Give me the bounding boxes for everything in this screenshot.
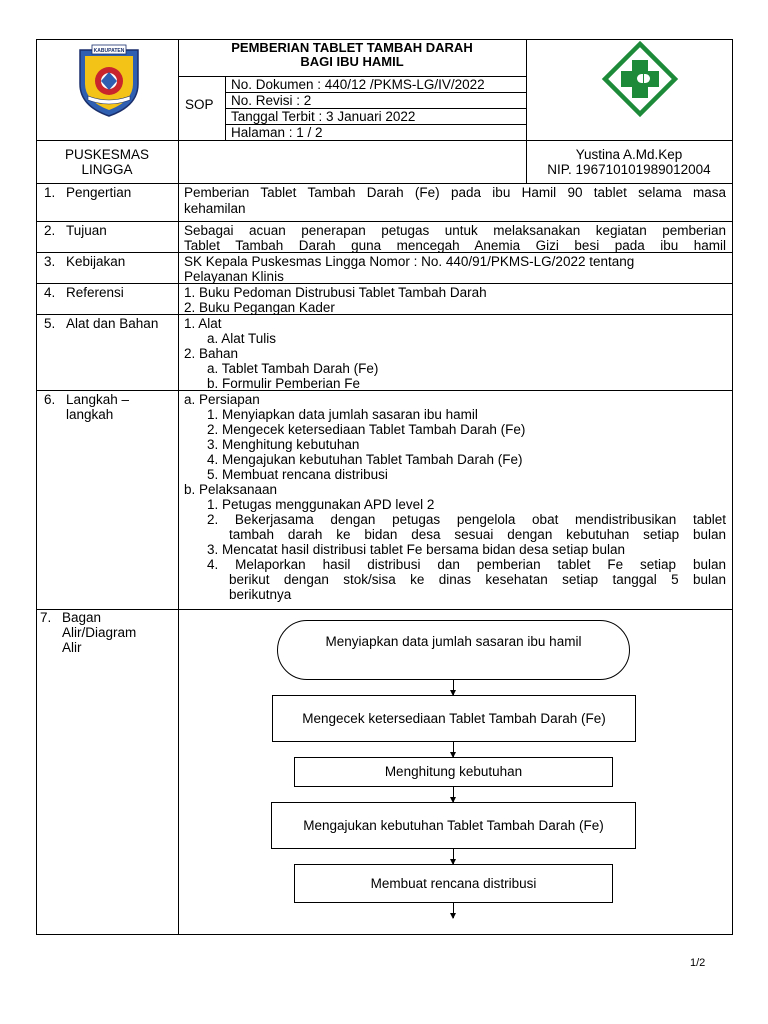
- section-1-number: 1.: [44, 185, 56, 200]
- tools-heading: 1. Alat: [184, 316, 222, 331]
- section-7-label-line2: Alir/Diagram: [62, 625, 137, 640]
- section-3-label: Kebijakan: [66, 254, 126, 269]
- flow-step-1-text: Menyiapkan data jumlah sasaran ibu hamil: [325, 634, 582, 649]
- table-border-right: [732, 39, 733, 935]
- document-title-line1: PEMBERIAN TABLET TAMBAH DARAH: [231, 40, 473, 55]
- implementation-step-2-line2: tambah darah ke bidan desa sesuai dengan kebutuhan setiap bulan: [229, 527, 726, 542]
- preparation-step-2: 2. Mengecek ketersediaan Tablet Tambah Darah (Fe): [207, 422, 526, 437]
- implementation-step-4-line2: berikut dengan stok/sisa ke dinas kesehatan setiap tanggal 5 bulan: [229, 572, 726, 587]
- flow-arrow-3: [453, 787, 454, 802]
- section-6-label-line1: Langkah –: [66, 392, 130, 407]
- materials-item-a: a. Tablet Tambah Darah (Fe): [207, 361, 379, 376]
- regency-logo-text: KABUPATEN: [93, 48, 125, 54]
- row-line-2: [36, 221, 733, 222]
- reference-item-2: 2. Buku Pegangan Kader: [184, 300, 335, 315]
- column-divider: [178, 39, 179, 935]
- health-cross-logo: [600, 40, 680, 118]
- flow-step-5-text: Membuat rencana distribusi: [370, 875, 537, 891]
- implementation-heading: b. Pelaksanaan: [184, 482, 278, 497]
- flow-arrow-5: [453, 903, 454, 918]
- preparation-step-3: 3. Menghitung kebutuhan: [207, 437, 360, 452]
- row-line-4: [36, 283, 733, 284]
- section-3-line2: Pelayanan Klinis: [184, 269, 284, 284]
- signer-nip: NIP. 196710101989012004: [547, 162, 711, 177]
- row-line-5: [36, 314, 733, 315]
- section-3-number: 3.: [44, 254, 56, 269]
- preparation-heading: a. Persiapan: [184, 392, 260, 407]
- section-5-number: 5.: [44, 316, 56, 331]
- flow-step-3-text: Menghitung kebutuhan: [384, 764, 523, 779]
- materials-heading: 2. Bahan: [184, 346, 239, 361]
- implementation-step-3: 3. Mencatat hasil distribusi tablet Fe bersama bidan desa setiap bulan: [207, 542, 625, 557]
- row-line-1: [36, 183, 733, 184]
- preparation-step-1: 1. Menyiapkan data jumlah sasaran ibu hamil: [207, 407, 478, 422]
- row-line-7: [36, 609, 733, 610]
- section-2-line2: Tablet Tambah Darah guna mencegah Anemia Gizi besi pada ibu hamil: [184, 238, 726, 253]
- implementation-step-4-line3: berikutnya: [229, 587, 292, 602]
- materials-item-b: b. Formulir Pemberian Fe: [207, 376, 361, 391]
- section-4-label: Referensi: [66, 285, 124, 300]
- section-6-number: 6.: [44, 392, 56, 407]
- section-7-label-line3: Alir: [62, 640, 82, 655]
- header-line: [36, 140, 733, 141]
- regency-logo: [74, 44, 144, 120]
- section-2-number: 2.: [44, 223, 56, 238]
- section-5-label: Alat dan Bahan: [66, 316, 159, 331]
- implementation-step-1: 1. Petugas menggunakan APD level 2: [207, 497, 435, 512]
- preparation-step-5: 5. Membuat rencana distribusi: [207, 467, 388, 482]
- flow-arrow-1: [453, 680, 454, 695]
- section-1-label: Pengertian: [66, 185, 132, 200]
- section-2-line1: Sebagai acuan penerapan petugas untuk melaksanakan kegiatan pemberian: [184, 223, 726, 238]
- section-1-line1: Pemberian Tablet Tambah Darah (Fe) pada ibu Hamil 90 tablet selama masa: [184, 185, 726, 200]
- tools-item-a: a. Alat Tulis: [207, 331, 277, 346]
- signer-name: Yustina A.Md.Kep: [575, 147, 683, 162]
- document-title-line2: BAGI IBU HAMIL: [300, 54, 404, 69]
- flow-process-check-stock: [272, 695, 636, 742]
- section-7-number: 7.: [40, 610, 52, 625]
- doc-number: No. Dokumen : 440/12 /PKMS-LG/IV/2022: [231, 77, 485, 92]
- org-name-line1: PUSKESMAS: [64, 147, 150, 162]
- reference-item-1: 1. Buku Pedoman Distrubusi Tablet Tambah Darah: [184, 285, 487, 300]
- revision-number: No. Revisi : 2: [231, 93, 312, 108]
- issue-date: Tanggal Terbit : 3 Januari 2022: [231, 109, 416, 124]
- section-3-line1: SK Kepala Puskesmas Lingga Nomor : No. 440/91/PKMS-LG/2022 tentang: [184, 254, 635, 269]
- flow-process-submit-needs: [271, 802, 636, 849]
- row-line-6: [36, 390, 733, 391]
- table-border-bottom: [36, 934, 733, 935]
- implementation-step-4-line1: 4. Melaporkan hasil distribusi dan pemberian tablet Fe setiap bulan: [207, 557, 726, 572]
- page-count: Halaman : 1 / 2: [231, 125, 323, 140]
- section-7-label-line1: Bagan: [62, 610, 102, 625]
- flow-arrow-2: [453, 742, 454, 757]
- flow-step-4-text: Mengajukan kebutuhan Tablet Tambah Darah (Fe): [303, 817, 604, 833]
- page-number: 1/2: [690, 957, 706, 969]
- flow-step-2-text: Mengecek ketersediaan Tablet Tambah Darah (Fe): [302, 710, 606, 726]
- section-2-label: Tujuan: [66, 223, 107, 238]
- flow-process-calculate-needs: [294, 757, 613, 787]
- implementation-step-2-line1: 2. Bekerjasama dengan petugas pengelola obat mendistribusikan tablet: [207, 512, 726, 527]
- flow-start-terminator: [277, 620, 630, 680]
- sop-label: SOP: [185, 97, 214, 112]
- section-6-label-line2: langkah: [66, 407, 114, 422]
- org-name-line2: LINGGA: [81, 162, 133, 177]
- flow-arrow-4: [453, 849, 454, 864]
- section-1-line2: kehamilan: [184, 201, 246, 216]
- section-4-number: 4.: [44, 285, 56, 300]
- preparation-step-4: 4. Mengajukan kebutuhan Tablet Tambah Darah (Fe): [207, 452, 523, 467]
- flow-process-distribution-plan: [294, 864, 613, 903]
